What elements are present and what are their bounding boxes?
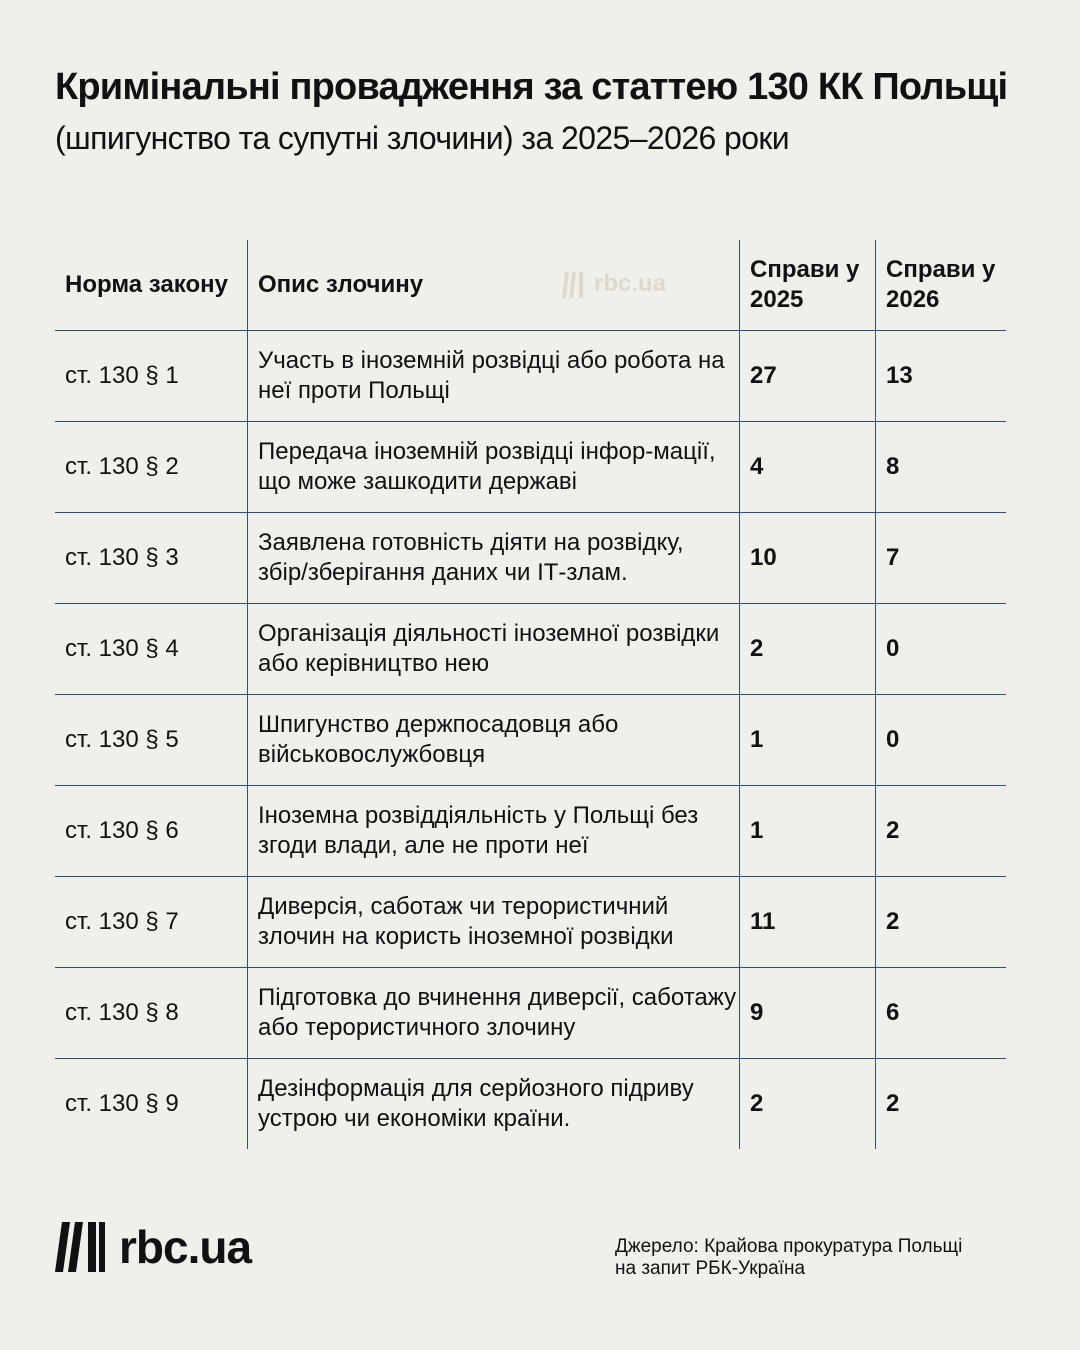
- cell-norm: ст. 130 § 8: [65, 999, 179, 1026]
- cell-description: Участь в іноземній розвідці або робота на неї проти Польщі: [247, 331, 739, 421]
- rbc-logo[interactable]: [55, 1220, 251, 1274]
- cell-description: Передача іноземній розвідці інфор-мації, що може зашкодити державі: [247, 422, 739, 512]
- cell-norm: ст. 130 § 4: [65, 635, 179, 662]
- table-header-row: [55, 240, 1006, 331]
- header-description: Опис злочину: [247, 240, 739, 330]
- cell-description: Дезінформація для серйозного підриву устрою чи економіки країни.: [247, 1059, 739, 1149]
- cell-norm: ст. 130 § 1: [65, 362, 179, 389]
- page-subtitle: (шпигунство та супутні злочини) за 2025–2026 роки: [55, 120, 790, 156]
- cell-cases-2025: 9: [739, 968, 875, 1058]
- cell-cases-2026: 2: [875, 877, 1006, 967]
- cell-description: Підготовка до вчинення диверсії, саботажу або терористичного злочину: [247, 968, 739, 1058]
- table-row: [55, 604, 1006, 695]
- cell-cases-2025: 1: [739, 786, 875, 876]
- cell-cases-2026: 2: [875, 1059, 1006, 1149]
- cell-description: Шпигунство держпосадовця або військовослужбовця: [247, 695, 739, 785]
- table-row: [55, 877, 1006, 968]
- watermark: [560, 270, 666, 298]
- cell-cases-2025: 1: [739, 695, 875, 785]
- logo-text: rbc.ua: [119, 1221, 252, 1273]
- table-row: [55, 331, 1006, 422]
- table-row: [55, 786, 1006, 877]
- cell-description: Іноземна розвiддіяльність у Польщі без згоди влади, але не проти неї: [247, 786, 739, 876]
- table-row: [55, 1059, 1006, 1149]
- source-line-1: Джерело: Крайова прокуратура Польщі: [615, 1236, 963, 1257]
- source-line-2: на запит РБК-Україна: [615, 1258, 806, 1279]
- header-norm: Норма закону: [65, 271, 228, 298]
- table-row: [55, 968, 1006, 1059]
- watermark-logo-icon: [560, 270, 588, 298]
- cell-description: Заявлена готовність діяти на розвідку, збір/зберігання даних чи ІТ-злам.: [247, 513, 739, 603]
- cell-norm: ст. 130 § 5: [65, 726, 179, 753]
- cell-norm: ст. 130 § 9: [65, 1090, 179, 1117]
- cell-cases-2026: 2: [875, 786, 1006, 876]
- header-cases-2025: Справи у 2025: [739, 240, 875, 330]
- cell-norm: ст. 130 § 7: [65, 908, 179, 935]
- cell-norm: ст. 130 § 6: [65, 817, 179, 844]
- cell-cases-2025: 4: [739, 422, 875, 512]
- cell-cases-2025: 27: [739, 331, 875, 421]
- cell-norm: ст. 130 § 2: [65, 453, 179, 480]
- rbc-logo-icon: [55, 1222, 105, 1272]
- cell-cases-2025: 10: [739, 513, 875, 603]
- cell-cases-2026: 0: [875, 604, 1006, 694]
- cell-norm: ст. 130 § 3: [65, 544, 179, 571]
- cell-cases-2026: 13: [875, 331, 1006, 421]
- cell-cases-2026: 0: [875, 695, 1006, 785]
- cell-cases-2026: 8: [875, 422, 1006, 512]
- cases-table: [55, 240, 1006, 1149]
- header-cases-2026: Справи у 2026: [875, 240, 1006, 330]
- page-title: Кримінальні провадження за статтею 130 КК Польщі: [55, 66, 1008, 108]
- cell-cases-2025: 2: [739, 1059, 875, 1149]
- cell-cases-2026: 7: [875, 513, 1006, 603]
- cell-cases-2025: 11: [739, 877, 875, 967]
- cell-cases-2026: 6: [875, 968, 1006, 1058]
- table-row: [55, 695, 1006, 786]
- cell-description: Диверсія, саботаж чи терористичний злочин на користь іноземної розвідки: [247, 877, 739, 967]
- table-row: [55, 513, 1006, 604]
- watermark-text: rbc.ua: [594, 270, 667, 297]
- cell-description: Організація діяльності іноземної розвідки або керівництво нею: [247, 604, 739, 694]
- cell-cases-2025: 2: [739, 604, 875, 694]
- table-row: [55, 422, 1006, 513]
- source-note: [615, 1236, 962, 1280]
